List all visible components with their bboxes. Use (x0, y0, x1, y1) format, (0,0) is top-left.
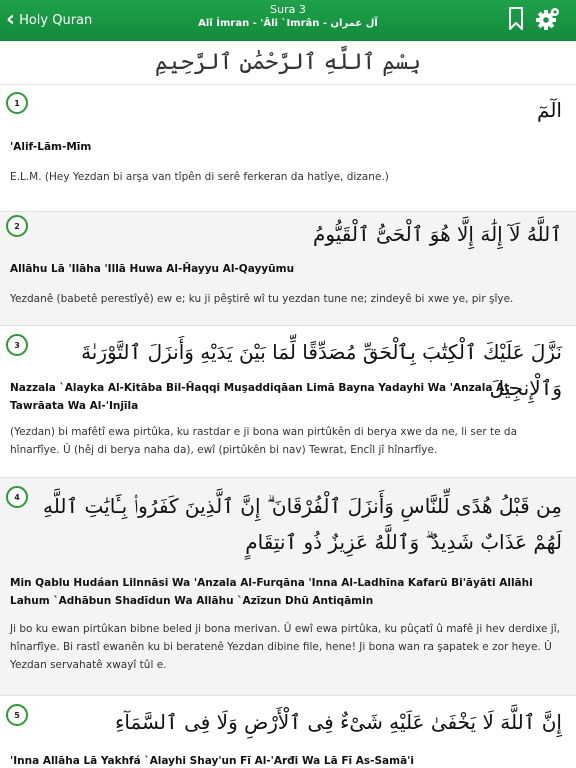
verse-number-badge: 5 (6, 704, 28, 726)
verse-translation: E.L.M. (Hey Yezdan bi arşa van tîpên di serê ferkeran da hatîye, dizane.) (10, 171, 389, 183)
verse-translation: (Yezdan) bi mafêtî ewa pirtûka, ku rastdar e ji bona wan pirtûkên di berya xwe da ne, li ser te da hînarfîye. Û (hêj di berya naha da), ewî (pirtûkên bi nav) Tewrat, Encîl jî hînarfîye. (10, 426, 517, 456)
bismillah-calligraphy: بِسْمِ ٱللَّهِ ٱلرَّحْمَٰنِ ٱلرَّحِيمِ (155, 50, 421, 75)
sura-name: Alî İmran - 'Âli `Imrân - آل عمران (198, 18, 378, 29)
verse-number-badge: 3 (6, 334, 28, 356)
verse-arabic: نَزَّلَ عَلَيْكَ ٱلْكِتَٰبَ بِٱلْحَقِّ مُصَدِّقًا لِّمَا بَيْنَ يَدَيْهِ وَأَنزَلَ ٱلتَّوْرَىٰةَ وَٱلْإِنجِيلَ (81, 340, 562, 400)
verse-transliteration: Nazzala `Alayka Al-Kitāba Bil-Ĥaqqi Muşaddiqāan Limā Bayna Yadayhi Wa 'Anzala At-Tawrāata Wa Al-'Injīla (10, 382, 514, 412)
verse-transliteration: 'Alif-Lām-Mīm (10, 141, 92, 153)
verse-arabic: ٱللَّهُ لَآ إِلَٰهَ إِلَّا هُوَ ٱلْحَىُّ ٱلْقَيُّومُ (313, 222, 562, 246)
navigation-bar (0, 0, 576, 41)
verse-row[interactable] (0, 696, 576, 768)
verse-number-badge: 4 (6, 486, 28, 508)
verse-translation: Yezdanê (babetê perestîyê) ew e; ku ji pêştirê wî tu yezdan tune ne; zindeyê bi xwe ye, pir şîye. (10, 293, 514, 305)
verse-transliteration: Min Qablu Hudáan Lilnnāsi Wa 'Anzala Al-Furqāna 'Inna Al-Ladhīna Kafarū Bi'āyāti Allāhi Lahum `Adhābun Shadīdun Wa Allāhu `Azīzun Dhū Antiqāmin (10, 577, 533, 607)
back-label: Holy Quran (19, 12, 93, 28)
verse-transliteration: Allāhu Lā 'Ilāha 'Illā Huwa Al-Ĥayyu Al-Qayyūmu (10, 263, 295, 275)
verse-number-badge: 1 (6, 92, 28, 114)
verse-arabic: مِن قَبْلُ هُدًى لِّلنَّاسِ وَأَنزَلَ ٱلْفُرْقَانَ ۗ إِنَّ ٱلَّذِينَ كَفَرُوا۟ بِـَٔايَٰتِ ٱللَّهِ لَهُمْ عَذَابٌ شَدِيدٌ ۗ وَٱللَّهُ عَزِيزٌ ذُو ٱنتِقَامٍ (42, 494, 562, 554)
back-button[interactable] (6, 9, 92, 31)
verse-row[interactable] (0, 86, 576, 212)
verse-arabic: إِنَّ ٱللَّهَ لَا يَخْفَىٰ عَلَيْهِ شَىْءٌ فِى ٱلْأَرْضِ وَلَا فِى ٱلسَّمَآءِ (115, 710, 562, 734)
verse-arabic: الٓمٓ (537, 98, 562, 122)
verse-row[interactable] (0, 326, 576, 478)
bismillah-banner (0, 41, 576, 85)
verse-number-badge: 2 (6, 215, 28, 237)
verse-row[interactable] (0, 478, 576, 696)
verse-row[interactable] (0, 212, 576, 326)
verse-translation: Ji bo ku ewan pirtûkan bibne beled ji bona merivan. Û ewî ewa pirtûka, ku pûçatî û mafê ji hev derdixe jî, hînarfîye. Bi rastî ewanên ku bi beratenê Yezdan dibine file, hene! Ji bona wan ra şapatek e zor heye. Û Yezdan servahatê xwayî tûl e. (10, 623, 560, 671)
verse-transliteration: 'Inna Allāha Lā Yakhfá `Alayhi Shay'un Fī Al-'Arđi Wa Lā Fī As-Samā'i (10, 755, 414, 767)
chevron-left-icon: ‹ (6, 7, 16, 32)
nav-title (150, 3, 426, 31)
bookmark-icon[interactable] (508, 7, 524, 31)
gear-icon[interactable] (535, 6, 561, 32)
sura-number: Sura 3 (270, 3, 306, 16)
